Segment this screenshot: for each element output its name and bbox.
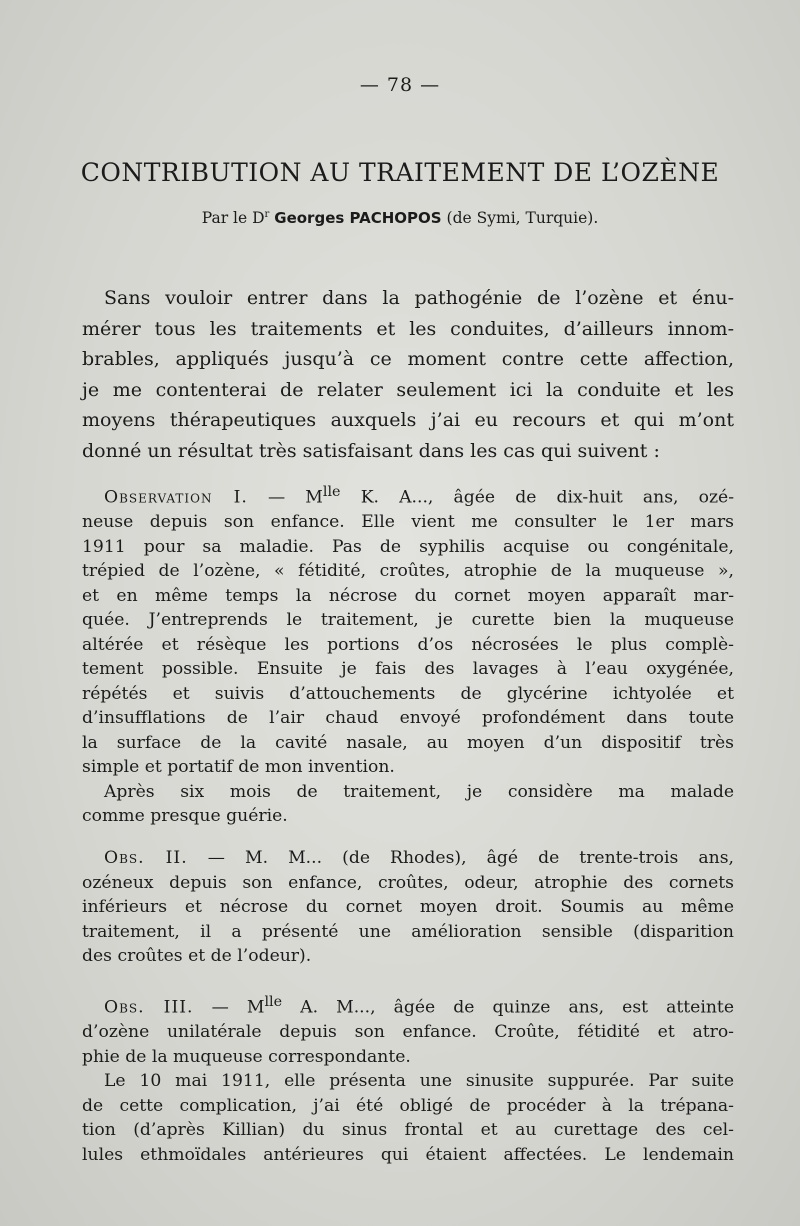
intro-paragraph (82, 283, 734, 466)
text-fragment: — M (211, 997, 265, 1018)
text-line: traitement, il a présenté une amélioration sensible (disparition (82, 921, 734, 942)
author-name: Georges PACHOPOS (274, 209, 442, 228)
text-line: tion (d’après Killian) du sinus frontal et au curettage des cel- (82, 1120, 734, 1141)
text-line: neuse depuis son enfance. Elle vient me consulter le 1er mars (82, 512, 734, 533)
text-line: des croûtes et de l’odeur). (82, 946, 312, 966)
text-line: je me contenterai de relater seulement ici la conduite et les (82, 378, 734, 401)
text-line: et en même temps la nécrose du cornet moyen apparaît mar- (82, 585, 734, 606)
observation-heading: Obs. II. (104, 848, 188, 868)
observation-heading: Obs. III. (104, 997, 194, 1018)
title-sup: lle (264, 994, 283, 1010)
text-line: mérer tous les traitements et les conduites, d’ailleurs innom- (82, 317, 734, 340)
text-fragment: — M (267, 487, 323, 508)
text-line: la surface de la cavité nasale, au moyen d’un dispositif très (82, 732, 734, 753)
text-line: donné un résultat très satisfaisant dans les cas qui suivent : (82, 439, 660, 462)
page-number: — 78 — (359, 74, 441, 96)
text-fragment: A. M..., âgée de quinze ans, est atteinte (300, 997, 734, 1018)
text-line: Le 10 mai 1911, elle présenta une sinusite suppurée. Par suite (104, 1071, 734, 1092)
text-line: moyens thérapeutiques auxquels j’ai eu recours et qui m’ont (82, 409, 734, 431)
text-line: inférieurs et nécrose du cornet moyen droit. Soumis au même (82, 897, 734, 917)
text-line: d’insufflations de l’air chaud envoyé profondément dans toute (82, 708, 734, 729)
article-title: CONTRIBUTION AU TRAITEMENT DE L’OZÈNE (80, 158, 720, 187)
text-line: altérée et résèque les portions d’os nécrosées le plus complè- (82, 634, 734, 655)
text-line: ozéneux depuis son enfance, croûtes, odeur, atrophie des cornets (82, 872, 734, 893)
text-line: 1911 pour sa maladie. Pas de syphilis acquise ou congénitale, (82, 536, 734, 557)
byline (80, 209, 720, 227)
text-line: quée. J’entreprends le traitement, je curette bien la muqueuse (82, 610, 734, 631)
text-line: d’ozène unilatérale depuis son enfance. Croûte, fétidité et atro- (82, 1022, 734, 1043)
text-line: Sans vouloir entrer dans la pathogénie de l’ozène et énu- (104, 287, 734, 309)
observation-1-first-line (82, 480, 734, 510)
text-line: brables, appliqués jusqu’à ce moment contre cette affection, (82, 348, 734, 370)
byline-affiliation: (de Symi, Turquie). (446, 209, 599, 228)
observation-2 (82, 846, 734, 969)
text-line: répétés et suivis d’attouchements de glycérine ichtyolée et (82, 683, 734, 704)
text-line: tement possible. Ensuite je fais des lavages à l’eau oxygénée, (82, 659, 734, 680)
observation-3 (82, 990, 734, 1167)
text-line: phie de la muqueuse correspondante. (82, 1046, 411, 1067)
text-line: comme presque guérie. (82, 806, 288, 827)
byline-prefix-sup: r (264, 209, 270, 220)
text-fragment: K. A..., âgée de dix-huit ans, ozé- (360, 487, 735, 508)
observation-3-first-line (82, 990, 734, 1020)
text-line: de cette complication, j’ai été obligé de procéder à la trépana- (82, 1095, 734, 1116)
text-line: Après six mois de traitement, je considère ma malade (104, 781, 734, 802)
text-fragment: — M. M... (de Rhodes), âgé de trente-trois ans, (207, 848, 734, 868)
byline-prefix: Par le D (201, 209, 265, 228)
title-sup: lle (322, 484, 341, 500)
observation-2-first-line (82, 846, 734, 871)
text-line: simple et portatif de mon invention. (82, 757, 395, 778)
text-line: trépied de l’ozène, « fétidité, croûtes, atrophie de la muqueuse », (82, 561, 734, 582)
text-line: lules ethmoïdales antérieures qui étaient affectées. Le lendemain (82, 1144, 734, 1165)
observation-heading: Observation I. (104, 487, 248, 508)
observation-1 (82, 480, 734, 829)
